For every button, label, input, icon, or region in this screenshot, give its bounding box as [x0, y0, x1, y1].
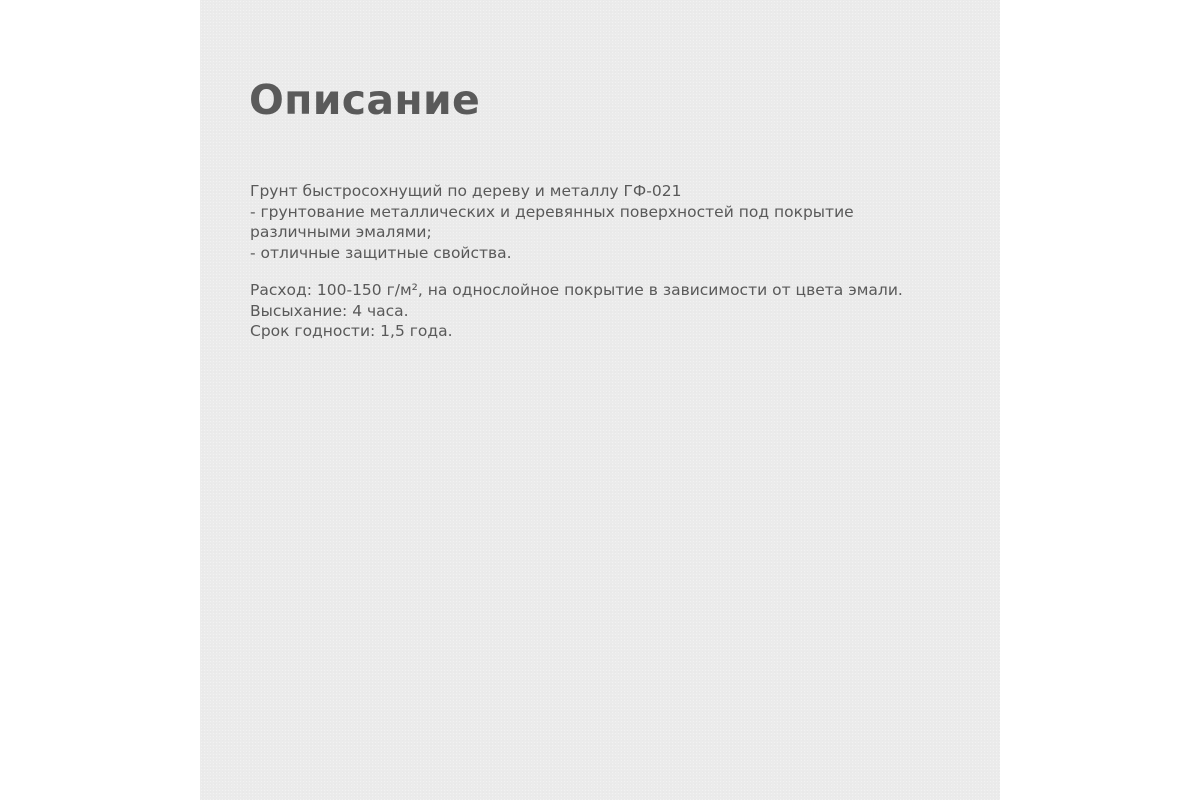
paragraph-spacer [250, 263, 970, 280]
description-text [250, 181, 970, 342]
page-title: Описание [249, 76, 481, 124]
description-line: различными эмалями; [250, 223, 432, 241]
description-line: - отличные защитные свойства. [250, 243, 512, 262]
spec-line-consumption: Расход: 100-150 г/м², на однослойное покрытие в зависимости от цвета эмали. [250, 281, 903, 299]
description-line: Грунт быстросохнущий по дереву и металлу ГФ-021 [250, 182, 682, 200]
description-line: - грунтование металлических и деревянных поверхностей под покрытие [250, 202, 854, 221]
spec-line-drying: Высыхание: 4 часа. [250, 301, 409, 320]
description-card [200, 0, 1000, 800]
spec-line-shelf-life: Срок годности: 1,5 года. [250, 322, 453, 340]
